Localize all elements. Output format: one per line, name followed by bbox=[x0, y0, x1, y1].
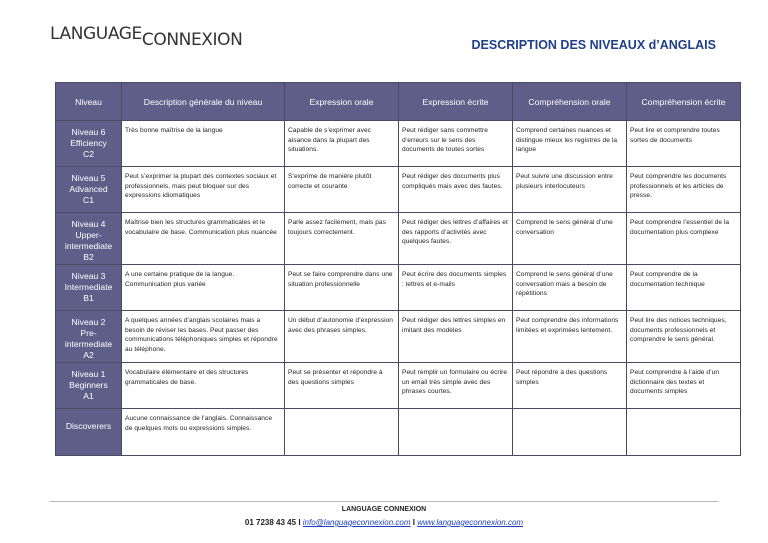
level-number: Niveau 3 bbox=[71, 271, 106, 281]
level-name: Upper-intermediate bbox=[64, 230, 113, 251]
footer-separator: I bbox=[412, 518, 415, 527]
table-row bbox=[56, 311, 741, 363]
comprehension-ecrite-cell: Peut comprendre l’essentiel de la documentation plus complexe bbox=[627, 213, 741, 265]
description-cell: A une certaine pratique de la langue. Communication plus variée bbox=[122, 265, 285, 311]
level-number: Niveau 2 bbox=[71, 317, 106, 327]
level-name: Efficiency bbox=[70, 138, 107, 148]
expression-ecrite-cell: Peut rédiger sans commettre d’erreurs sur le sens des documents de toutes sortes bbox=[399, 121, 513, 167]
description-cell: A quelques années d’anglais scolaires mais a besoin de réviser les bases. Peut passer des communications téléphoniques simples et répondre au téléphone. bbox=[122, 311, 285, 363]
expression-orale-cell: Peut se présenter et répondre à des questions simples bbox=[285, 363, 399, 409]
level-cell bbox=[56, 311, 122, 363]
level-name: Beginners bbox=[69, 380, 108, 390]
level-code: A1 bbox=[83, 391, 94, 401]
table-row bbox=[56, 213, 741, 265]
table-row bbox=[56, 363, 741, 409]
comprehension-orale-cell bbox=[513, 409, 627, 456]
header-description: Description générale du niveau bbox=[122, 83, 285, 121]
comprehension-orale-cell: Peut comprendre des informations limitées et exprimées lentement. bbox=[513, 311, 627, 363]
level-number: Niveau 4 bbox=[71, 219, 106, 229]
level-cell bbox=[56, 409, 122, 456]
footer-phone: 01 7238 43 45 bbox=[244, 518, 297, 527]
comprehension-ecrite-cell: Peut lire des notices techniques, documents professionnels et comprendre le sens général. bbox=[627, 311, 741, 363]
level-code: B1 bbox=[83, 293, 94, 303]
level-number: Niveau 1 bbox=[71, 369, 106, 379]
expression-orale-cell: Parle assez facilement, mais pas toujours correctement. bbox=[285, 213, 399, 265]
header-comprehension-ecrite: Compréhension écrite bbox=[627, 83, 741, 121]
expression-ecrite-cell: Peut écrire des documents simples : lettres et e-mails bbox=[399, 265, 513, 311]
level-cell bbox=[56, 167, 122, 213]
level-cell bbox=[56, 265, 122, 311]
comprehension-orale-cell: Peut répondre à des questions simples bbox=[513, 363, 627, 409]
level-name: Intermediate bbox=[64, 282, 113, 292]
table-row bbox=[56, 121, 741, 167]
table-row bbox=[56, 409, 741, 456]
company-logo bbox=[50, 24, 243, 50]
level-code: C2 bbox=[83, 149, 94, 159]
comprehension-ecrite-cell: Peut comprendre de la documentation technique bbox=[627, 265, 741, 311]
document-title: DESCRIPTION DES NIVEAUX d’ANGLAIS bbox=[471, 38, 716, 52]
level-number: Niveau 6 bbox=[71, 127, 106, 137]
comprehension-orale-cell: Comprend le sens général d’une conversation mais a besoin de répétitions bbox=[513, 265, 627, 311]
comprehension-ecrite-cell: Peut lire et comprendre toutes sortes de documents bbox=[627, 121, 741, 167]
level-name: Advanced bbox=[69, 184, 108, 194]
level-cell bbox=[56, 213, 122, 265]
expression-orale-cell bbox=[285, 409, 399, 456]
expression-orale-cell: Peut se faire comprendre dans une situation professionnelle bbox=[285, 265, 399, 311]
comprehension-ecrite-cell: Peut comprendre les documents professionnels et les articles de presse. bbox=[627, 167, 741, 213]
description-cell: Vocabulaire élémentaire et des structures grammaticales de base. bbox=[122, 363, 285, 409]
comprehension-ecrite-cell bbox=[627, 409, 741, 456]
comprehension-orale-cell: Peut suivre une discussion entre plusieurs interlocuteurs bbox=[513, 167, 627, 213]
expression-ecrite-cell: Peut remplir un formulaire ou écrire un email très simple avec des phrases courtes. bbox=[399, 363, 513, 409]
level-code: B2 bbox=[83, 252, 94, 262]
expression-orale-cell: Un début d’autonomie d’expression avec des phrases simples. bbox=[285, 311, 399, 363]
table-header-row bbox=[56, 83, 741, 121]
level-cell bbox=[56, 121, 122, 167]
expression-ecrite-cell: Peut rédiger des documents plus compliqués mais avec des fautes. bbox=[399, 167, 513, 213]
description-cell: Peut s’exprimer la plupart des contextes sociaux et professionnels, mais peut bloquer sur des expressions idiomatiques bbox=[122, 167, 285, 213]
table-row bbox=[56, 167, 741, 213]
expression-orale-cell: Capable de s’exprimer avec aisance dans la plupart des situations. bbox=[285, 121, 399, 167]
description-cell: Très bonne maîtrise de la langue bbox=[122, 121, 285, 167]
comprehension-orale-cell: Comprend le sens général d’une conversation bbox=[513, 213, 627, 265]
level-name: Discoverers bbox=[65, 421, 112, 431]
footer-website-link[interactable]: www.languageconnexion.com bbox=[417, 518, 524, 527]
level-name: Pre-intermediate bbox=[64, 328, 113, 349]
header-expression-ecrite: Expression écrite bbox=[399, 83, 513, 121]
expression-ecrite-cell: Peut rédiger des lettres simples en imitant des modèles bbox=[399, 311, 513, 363]
levels-table bbox=[55, 82, 741, 456]
header-comprehension-orale: Compréhension orale bbox=[513, 83, 627, 121]
footer-contact bbox=[0, 518, 768, 527]
level-cell bbox=[56, 363, 122, 409]
comprehension-ecrite-cell: Peut comprendre à l’aide d’un dictionnaire des textes et documents simples bbox=[627, 363, 741, 409]
description-cell: Aucune connaissance de l’anglais. Connaissance de quelques mots ou expressions simples. bbox=[122, 409, 285, 456]
footer-separator: I bbox=[298, 518, 301, 527]
header-niveau: Niveau bbox=[56, 83, 122, 121]
level-code: A2 bbox=[83, 350, 94, 360]
table-row bbox=[56, 265, 741, 311]
logo-text-language: LANGUAGE bbox=[50, 24, 142, 44]
level-number: Niveau 5 bbox=[71, 173, 106, 183]
level-code: C1 bbox=[83, 195, 94, 205]
expression-orale-cell: S’exprime de manière plutôt correcte et courante bbox=[285, 167, 399, 213]
footer-divider bbox=[50, 501, 718, 502]
footer-company-name: LANGUAGE CONNEXION bbox=[341, 506, 427, 513]
comprehension-orale-cell: Comprend certaines nuances et distingue mieux les registres de la langue bbox=[513, 121, 627, 167]
expression-ecrite-cell bbox=[399, 409, 513, 456]
header-expression-orale: Expression orale bbox=[285, 83, 399, 121]
expression-ecrite-cell: Peut rédiger des lettres d’affaires et des rapports d’activités avec quelques fautes. bbox=[399, 213, 513, 265]
logo-text-connexion: CONNEXION bbox=[141, 30, 243, 50]
description-cell: Maîtrise bien les structures grammaticales et le vocabulaire de base. Communication plus nuancée bbox=[122, 213, 285, 265]
footer-email-link[interactable]: info@languageconnexion.com bbox=[302, 518, 411, 527]
